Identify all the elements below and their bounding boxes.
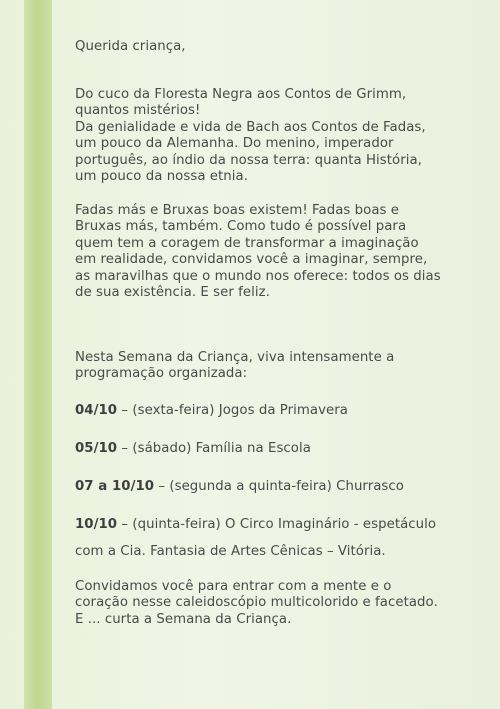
schedule-list (75, 401, 485, 562)
paragraph-line: as maravilhas que o mundo nos oferece: todos os dias (75, 268, 441, 284)
paragraph-line: Bruxas más, também. Como tudo é possível para (75, 219, 407, 234)
schedule-item (75, 515, 485, 535)
schedule-item (75, 401, 485, 421)
schedule-date: 07 a 10/10 (75, 478, 155, 494)
schedule-text: – (sexta-feira) Jogos da Primavera (117, 402, 348, 418)
paragraph-line: E ... curta a Semana da Criança. (75, 611, 292, 627)
schedule-text: – (sábado) Família na Escola (117, 440, 311, 456)
paragraph-line: um pouco da nossa etnia. (75, 169, 248, 184)
paragraph-line: Do cuco da Floresta Negra aos Contos de Grimm, (75, 86, 407, 102)
paragraph-line: Fadas más e Bruxas boas existem! Fadas boas e (75, 202, 400, 218)
paragraph-line: Convidamos você para entrar com a mente e o (75, 578, 392, 594)
schedule-date: 10/10 (75, 516, 118, 532)
decorative-green-stripe (24, 0, 52, 709)
paragraph-line: quem tem a coragem de transformar a imaginação (75, 235, 419, 251)
paragraph-line: português, ao índio da nossa terra: quanta História, (75, 152, 422, 168)
paragraph-line: Da genialidade e vida de Bach aos Contos de Fadas, (75, 119, 426, 135)
paragraph-2 (75, 203, 485, 302)
paragraph-line: um pouco da Alemanha. Do menino, imperador (75, 136, 394, 151)
schedule-item (75, 477, 485, 497)
schedule-date: 05/10 (75, 440, 118, 456)
schedule-item (75, 439, 485, 459)
paragraph-3 (75, 350, 485, 383)
schedule-text: – (quinta-feira) O Circo Imaginário - espetáculo (117, 516, 437, 532)
letter-body (75, 39, 485, 628)
greeting: Querida criança, (75, 39, 186, 54)
paragraph-line: de sua existência. E ser feliz. (75, 285, 270, 300)
paragraph-4 (75, 579, 485, 629)
paragraph-line: programação organizada: (75, 366, 248, 381)
paragraph-line: quantos mistérios! (75, 103, 201, 118)
paragraph-line: em realidade, convidamos você a imaginar, sempre, (75, 252, 428, 267)
schedule-text: – (segunda a quinta-feira) Churrasco (154, 478, 404, 494)
schedule-date: 04/10 (75, 402, 118, 418)
paragraph-1 (75, 87, 485, 186)
paragraph-line: coração nesse caleidoscópio multicolorido e facetado. (75, 595, 438, 610)
schedule-continuation: com a Cia. Fantasia de Artes Cênicas – Vitória. (75, 543, 386, 559)
paragraph-line: Nesta Semana da Criança, viva intensamente a (75, 349, 395, 365)
